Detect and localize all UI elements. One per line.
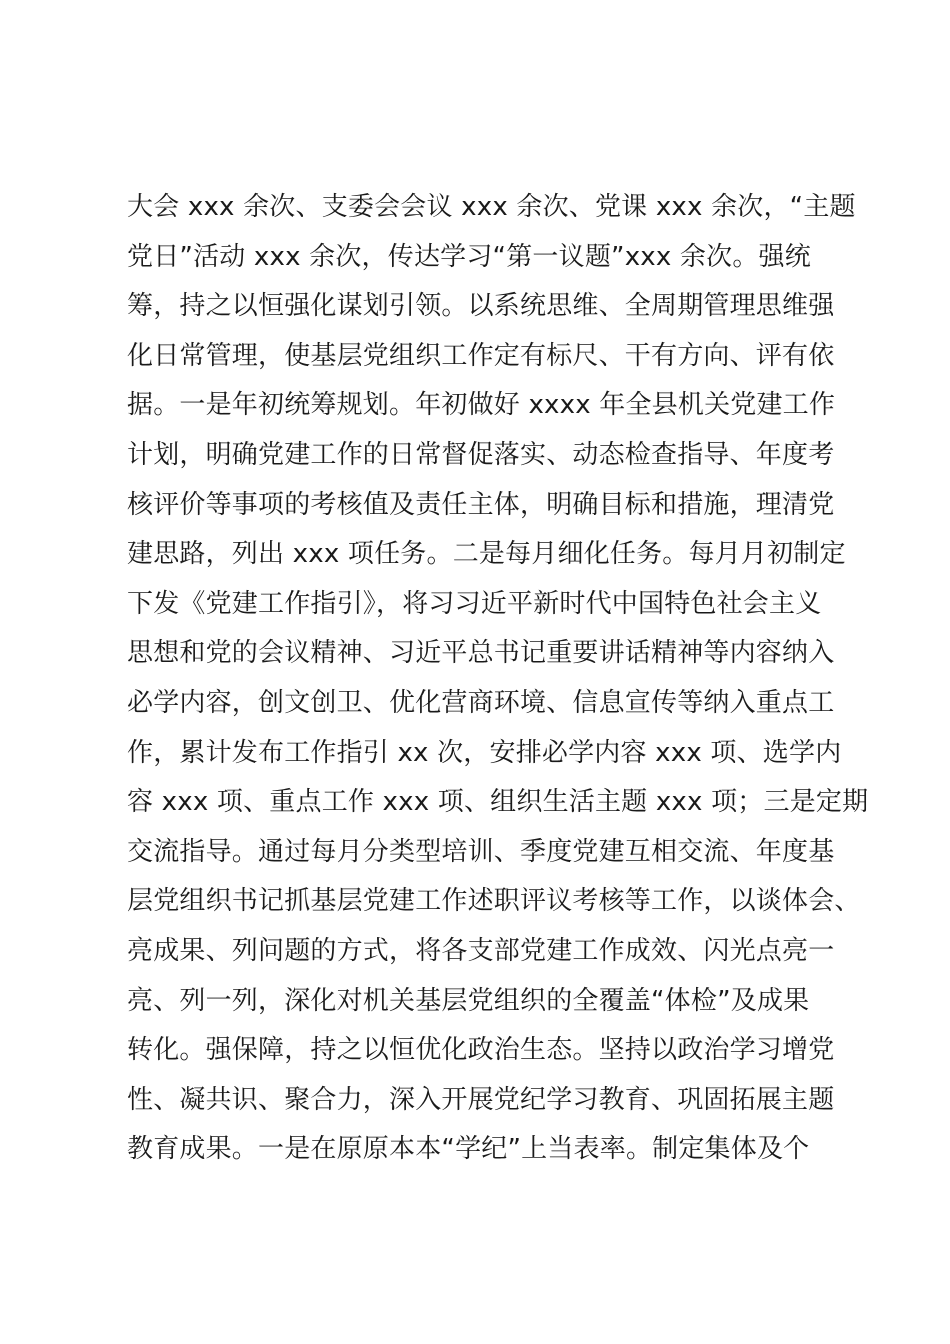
text-line: 作，累计发布工作指引 xx 次，安排必学内容 xxx 项、选学内 xyxy=(127,737,842,768)
text-line: 化日常管理，使基层党组织工作定有标尺、干有方向、评有依 xyxy=(127,340,835,371)
text-line: 计划，明确党建工作的日常督促落实、动态检查指导、年度考 xyxy=(127,439,835,470)
text-line: 大会 xxx 余次、支委会会议 xxx 余次、党课 xxx 余次，“主题 xyxy=(127,192,856,222)
text-line: 建思路，列出 xxx 项任务。二是每月细化任务。每月月初制定 xyxy=(127,539,846,570)
body-paragraph xyxy=(127,183,869,1175)
text-line: 亮、列一列，深化对机关基层党组织的全覆盖“体检”及成果 xyxy=(127,985,810,1016)
text-line: 筹，持之以恒强化谋划引领。以系统思维、全周期管理思维强 xyxy=(127,291,835,322)
text-line: 交流指导。通过每月分类型培训、季度党建互相交流、年度基 xyxy=(127,836,835,867)
text-line: 层党组织书记抓基层党建工作述职评议考核等工作，以谈体会、 xyxy=(127,886,861,917)
text-line: 转化。强保障，持之以恒优化政治生态。坚持以政治学习增党 xyxy=(127,1035,835,1066)
text-line: 容 xxx 项、重点工作 xxx 项、组织生活主题 xxx 项；三是定期 xyxy=(127,787,869,818)
text-line: 性、凝共识、聚合力，深入开展党纪学习教育、巩固拓展主题 xyxy=(127,1084,835,1115)
text-line: 据。一是年初统筹规划。年初做好 xxxx 年全县机关党建工作 xyxy=(127,390,836,421)
text-line: 必学内容，创文创卫、优化营商环境、信息宣传等纳入重点工 xyxy=(127,687,835,718)
text-line: 教育成果。一是在原原本本“学纪”上当表率。制定集体及个 xyxy=(127,1134,810,1165)
text-line: 核评价等事项的考核值及责任主体，明确目标和措施，理清党 xyxy=(127,489,835,520)
text-line: 思想和党的会议精神、习近平总书记重要讲话精神等内容纳入 xyxy=(127,638,835,669)
text-line: 下发《党建工作指引》，将习习近平新时代中国特色社会主义 xyxy=(127,588,822,619)
text-line: 亮成果、列问题的方式，将各支部党建工作成效、闪光点亮一 xyxy=(127,935,835,966)
text-line: 党日”活动 xxx 余次，传达学习“第一议题”xxx 余次。强统 xyxy=(127,241,811,272)
